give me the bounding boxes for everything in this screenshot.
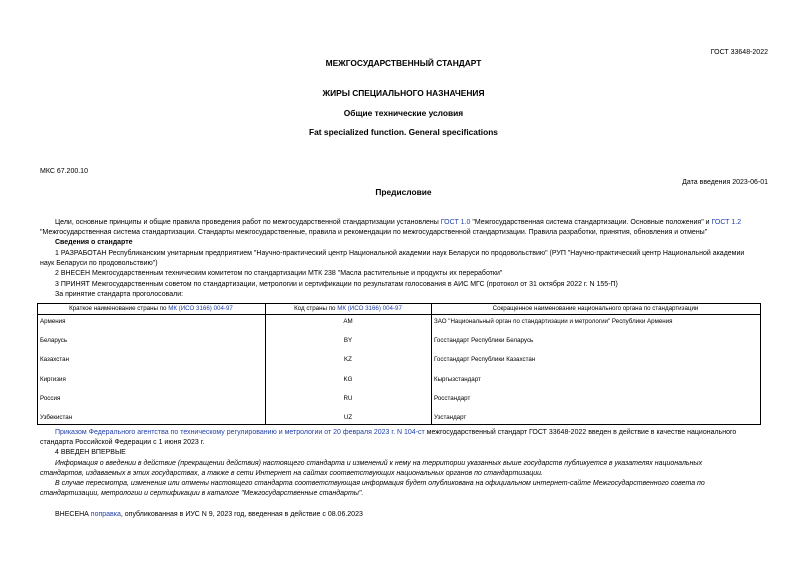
table-cell-country: Армения <box>40 318 66 325</box>
voted-for-label: За принятие стандарта проголосовали: <box>55 291 184 298</box>
item-2: 2 ВНЕСЕН Межгосударственным техническим комитетом по стандартизации МТК 238 "Масла растительные и продукты их переработки" <box>55 270 503 277</box>
item-3: 3 ПРИНЯТ Межгосударственным советом по стандартизации, метрологии и сертификации по результатам голосования в АИС МГС (протокол от 31 октября 2022 г. N 155-П) <box>55 281 618 288</box>
info-italic-line2: стандартов, издаваемых в этих государствах, а также в сети Интернет на сайтах соответствующих национальных органов по стандартизации. <box>40 470 543 477</box>
table-cell-code: KZ <box>344 356 352 363</box>
document-subtitle: Общие технические условия <box>343 108 464 118</box>
revision-italic-line1: В случае пересмотра, изменения или отмены настоящего стандарта соответствующая информация будет опубликована на официальном интернет-сайте Межгосударственного совета по <box>55 480 705 487</box>
mk-iso-link[interactable]: МК (ИСО 3166) 004-97 <box>337 305 402 312</box>
preface-paragraph-line1: Цели, основные принципы и общие правила проведения работ по межгосударственной стандартизации установлены ГОСТ 1.0 "Межгосударственная система стандартизации. Основные положения" и ГОСТ 1.2 <box>55 219 742 226</box>
english-title: Fat specialized function. General specifications <box>309 127 498 137</box>
item-1-line2: наук Беларуси по продовольствию") <box>40 260 158 267</box>
table-cell-organization: Госстандарт Республики Казахстан <box>434 356 536 363</box>
voting-countries-table <box>37 303 761 425</box>
column-header-country: Краткое наименование страны по МК (ИСО 3166) 004-97 <box>69 305 233 312</box>
introduction-date: Дата введения 2023-06-01 <box>682 179 768 186</box>
mks-code: МКС 67.200.10 <box>40 168 88 175</box>
order-paragraph-line1: Приказом Федерального агентства по техническому регулированию и метрологии от 20 февраля 2023 г. N 104-ст межгосударственный стандарт ГОСТ 33648-2022 введен в действие в качестве национального <box>55 429 737 436</box>
table-cell-code: BY <box>343 337 353 344</box>
table-cell-country: Киргизия <box>40 376 66 383</box>
gost-1-2-link[interactable]: ГОСТ 1.2 <box>711 219 742 226</box>
preface-paragraph-line2: "Межгосударственная система стандартизации. Стандарты межгосударственные, правила и рекомендации по межгосударственной стандартизации. Правила разработки, принятия, обновления и отмены" <box>40 229 708 236</box>
amendment-note: ВНЕСЕНА поправка, опубликованная в ИУС N 9, 2023 год, введенная в действие с 08.06.2023 <box>55 511 363 518</box>
table-cell-organization: Узстандарт <box>434 414 467 421</box>
item-1-line1: 1 РАЗРАБОТАН Республиканским унитарным предприятием "Научно-практический центр Национальной академии наук Беларуси по продовольствию" (РУП "Научно-практический центр Национальной академии <box>55 250 745 257</box>
table-cell-organization: ЗАО "Национальный орган по стандартизации и метрологии" Республики Армения <box>434 318 673 325</box>
table-cell-organization: Росстандарт <box>434 395 471 402</box>
order-link[interactable]: Приказом Федерального агентства по техническому регулированию и метрологии от 20 февраля 2023 г. N 104-ст <box>55 429 425 436</box>
introduced-first: 4 ВВЕДЕН ВПЕРВЫЕ <box>55 449 126 456</box>
info-italic-line1: Информация о введении в действие (прекращении действия) настоящего стандарта и изменений к нему на территории указанных выше государств публикуется в указателях национальных <box>55 460 703 467</box>
table-cell-country: Узбекистан <box>40 414 73 421</box>
column-header-code: Код страны по МК (ИСО 3166) 004-97 <box>294 305 402 312</box>
table-cell-country: Казахстан <box>40 356 69 363</box>
document-code: ГОСТ 33648-2022 <box>710 49 768 56</box>
table-cell-code: KG <box>343 376 353 383</box>
order-paragraph-line2: стандарта Российской Федерации с 1 июня 2023 г. <box>40 439 205 446</box>
amendment-link[interactable]: поправка <box>90 511 121 518</box>
table-cell-code: AM <box>343 318 353 325</box>
revision-italic-line2: стандартизации, метрологии и сертификации в каталоге "Межгосударственные стандарты". <box>40 490 364 497</box>
standard-info-heading: Сведения о стандарте <box>55 239 133 246</box>
table-cell-country: Россия <box>40 395 61 402</box>
table-cell-organization: Кыргызстандарт <box>434 376 481 383</box>
mk-iso-link[interactable]: МК (ИСО 3166) 004-97 <box>168 305 233 312</box>
column-header-organization: Сокращенное наименование национального органа по стандартизации <box>492 305 699 312</box>
gost-1-0-link[interactable]: ГОСТ 1.0 <box>440 219 471 226</box>
standard-type-heading: МЕЖГОСУДАРСТВЕННЫЙ СТАНДАРТ <box>325 58 482 68</box>
table-cell-code: UZ <box>343 414 353 421</box>
table-cell-code: RU <box>343 395 353 402</box>
document-title: ЖИРЫ СПЕЦИАЛЬНОГО НАЗНАЧЕНИЯ <box>322 88 485 98</box>
table-cell-organization: Госстандарт Республики Беларусь <box>434 337 534 344</box>
table-cell-country: Беларусь <box>40 337 68 344</box>
preface-heading: Предисловие <box>375 187 432 197</box>
